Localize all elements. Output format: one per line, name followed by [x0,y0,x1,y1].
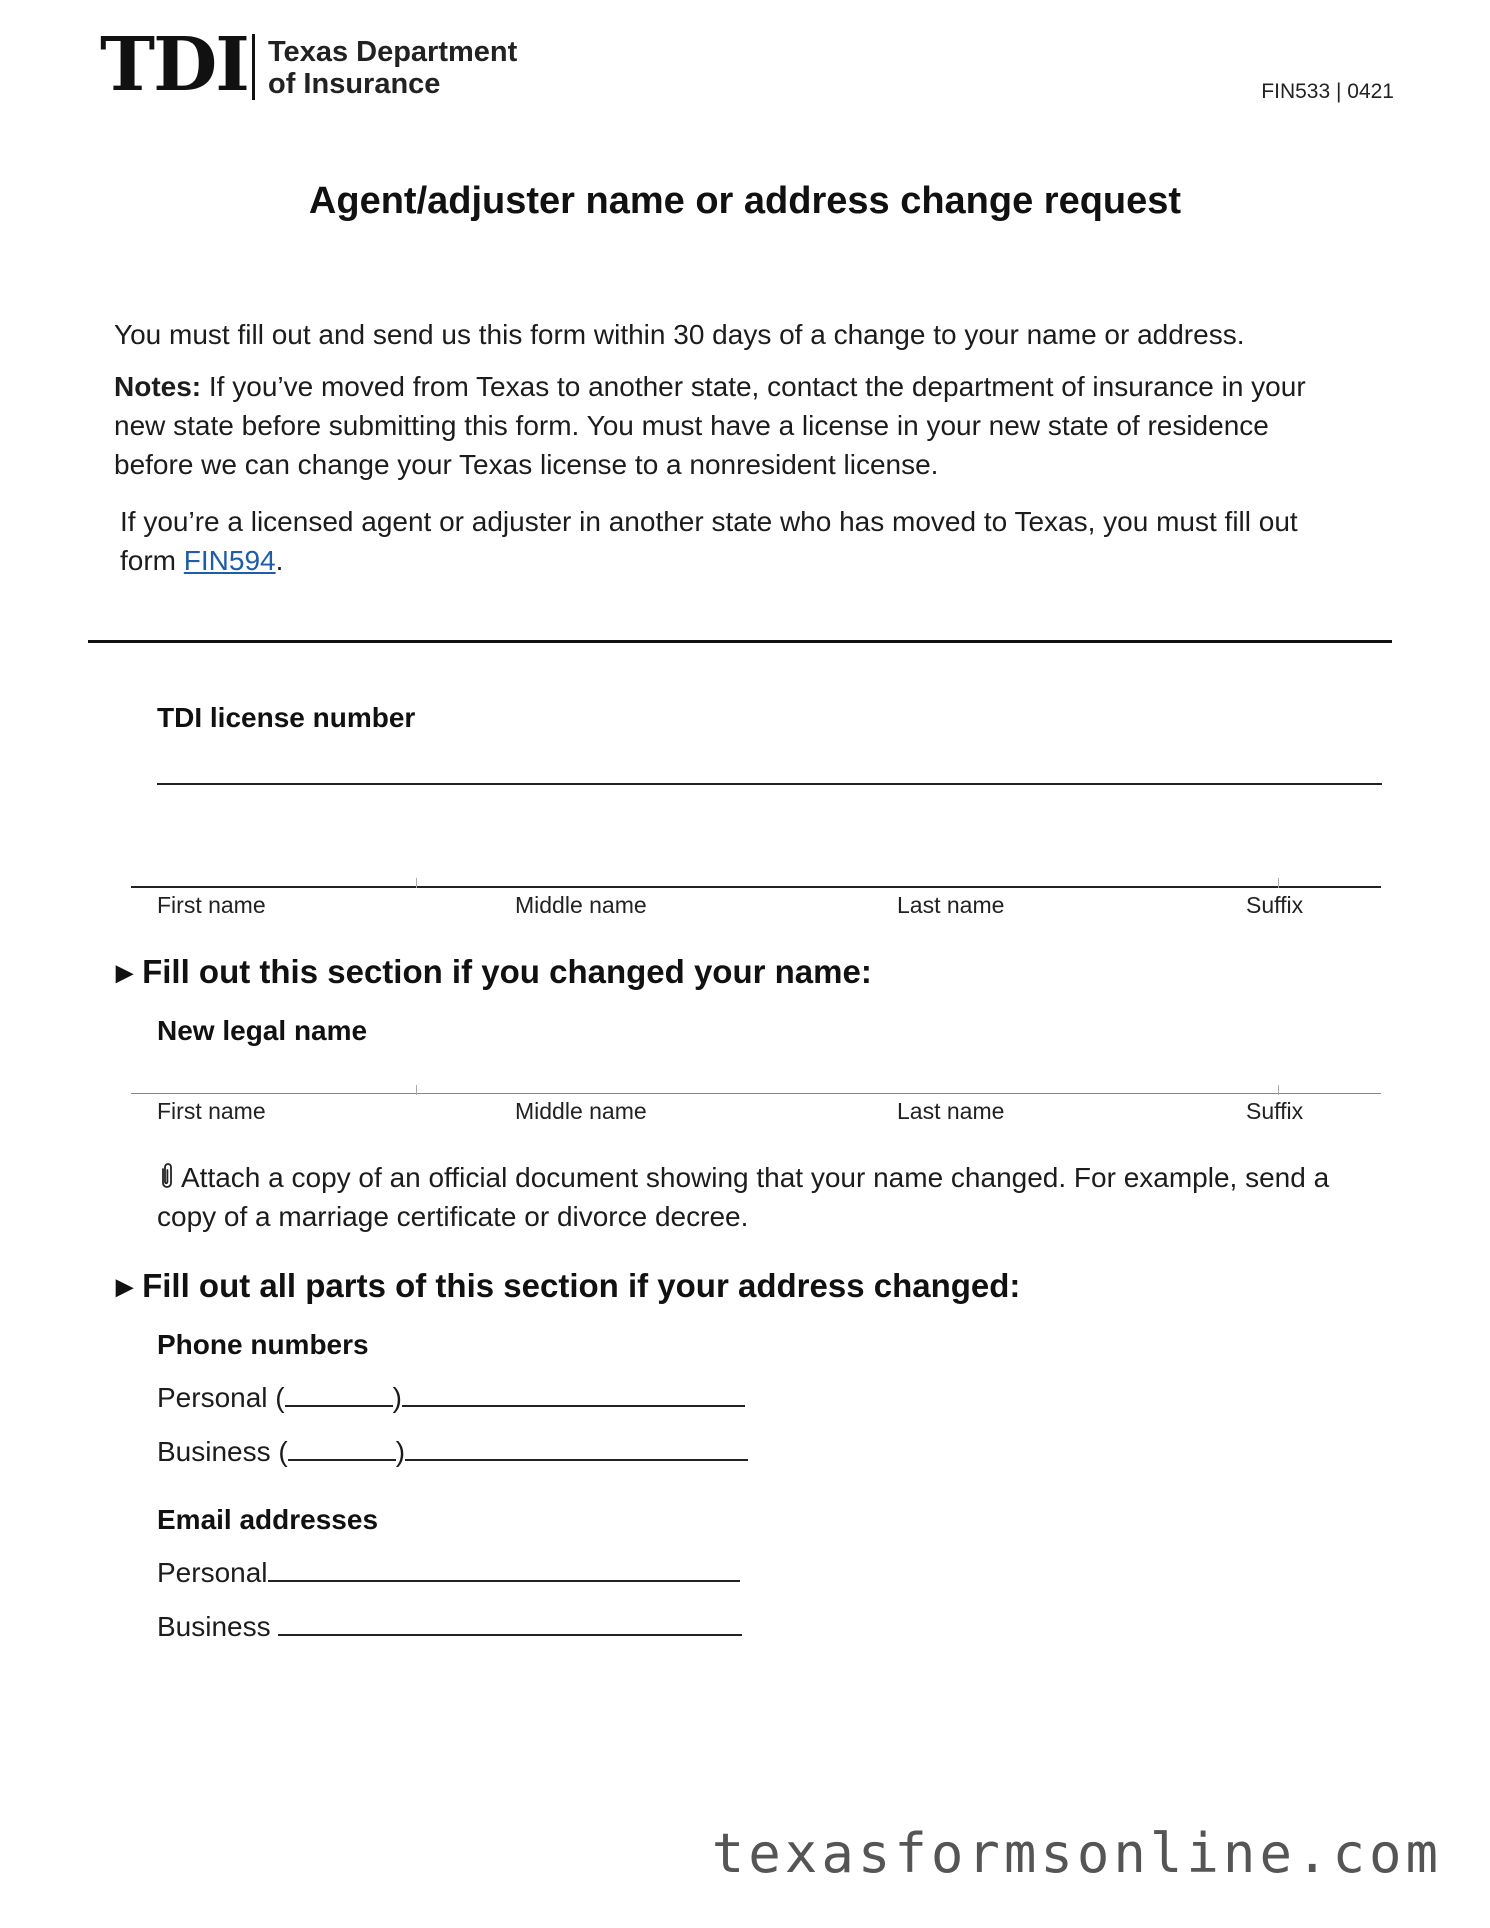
page-title: Agent/adjuster name or address change request [308,180,1182,222]
intro-text: You must fill out and send us this form within 30 days of a change to your name or address. [114,319,1245,350]
new-name-labels [0,1098,1490,1128]
email-business-label: Business [157,1611,271,1642]
suffix-label: Suffix [1246,892,1304,918]
email-business-field[interactable] [278,1612,742,1636]
logo-org-line1: Texas Department [268,36,518,68]
last-name-label: Last name [897,892,1005,918]
logo-org-line2: of Insurance [268,68,441,100]
phone-business-number[interactable] [405,1437,748,1461]
attach-line1: Attach a copy of an official document showing that your name changed. For example, send a [181,1162,1330,1193]
moved-prefix: form [120,545,184,576]
address-change-heading-text: Fill out all parts of this section if your address changed: [142,1267,1021,1304]
name-separator [416,878,417,888]
phone-personal-area-code[interactable] [285,1383,393,1407]
first-name-label: First name [157,1098,266,1124]
paren-close: ) [395,1436,406,1467]
paperclip-icon [157,1161,177,1191]
phone-personal-number[interactable] [402,1383,745,1407]
watermark: texasformsonline.com [711,1822,1442,1885]
logo-org-name [268,36,517,100]
phone-business-label: Business ( [157,1436,288,1467]
last-name-label: Last name [897,1098,1005,1124]
tdi-logo: TDI [100,22,248,108]
moved-line2 [120,541,1410,580]
moved-paragraph [120,502,1410,580]
form-id: FIN533 | 0421 [1261,80,1394,103]
new-name-field[interactable] [131,1093,1381,1094]
name-separator [1278,878,1279,888]
notes-line2: new state before submitting this form. You must have a license in your new state of residence [114,410,1269,441]
paren-close: ) [392,1382,402,1413]
phone-business-row [157,1436,748,1468]
name-change-heading [116,953,872,991]
attach-line2: copy of a marriage certificate or divorce decree. [157,1201,749,1232]
phone-numbers-label: Phone numbers [157,1329,369,1360]
email-business-row [157,1611,742,1643]
middle-name-label: Middle name [515,892,647,918]
section-divider [88,640,1392,643]
email-personal-row [157,1557,740,1589]
attach-instructions [157,1158,1397,1236]
license-number-field[interactable] [157,783,1382,785]
phone-business-area-code[interactable] [288,1437,396,1461]
triangle-right-icon: ▶ [116,1274,133,1299]
current-name-labels [0,892,1490,922]
logo-divider [252,34,255,100]
triangle-right-icon: ▶ [116,960,133,985]
email-personal-label: Personal [157,1557,268,1588]
moved-suffix: . [275,545,284,576]
phone-personal-row [157,1382,745,1414]
address-change-heading [116,1267,1020,1305]
email-personal-field[interactable] [268,1558,740,1582]
middle-name-label: Middle name [515,1098,647,1124]
notes-paragraph [114,367,1404,484]
notes-line3: before we can change your Texas license to a nonresident license. [114,449,939,480]
name-change-heading-text: Fill out this section if you changed your name: [142,953,872,990]
notes-label: Notes: [114,371,202,402]
phone-personal-label: Personal ( [157,1382,285,1413]
notes-line1: If you’ve moved from Texas to another state, contact the department of insurance in your [208,371,1306,402]
name-separator [416,1085,417,1095]
current-name-field[interactable] [131,886,1381,888]
name-separator [1278,1085,1279,1095]
email-addresses-label: Email addresses [157,1504,379,1535]
new-legal-name-label: New legal name [157,1015,368,1046]
first-name-label: First name [157,892,266,918]
fin594-link[interactable]: FIN594 [183,545,276,576]
moved-line1: If you’re a licensed agent or adjuster in another state who has moved to Texas, you must fill out [120,506,1298,537]
license-label: TDI license number [157,702,416,733]
suffix-label: Suffix [1246,1098,1304,1124]
